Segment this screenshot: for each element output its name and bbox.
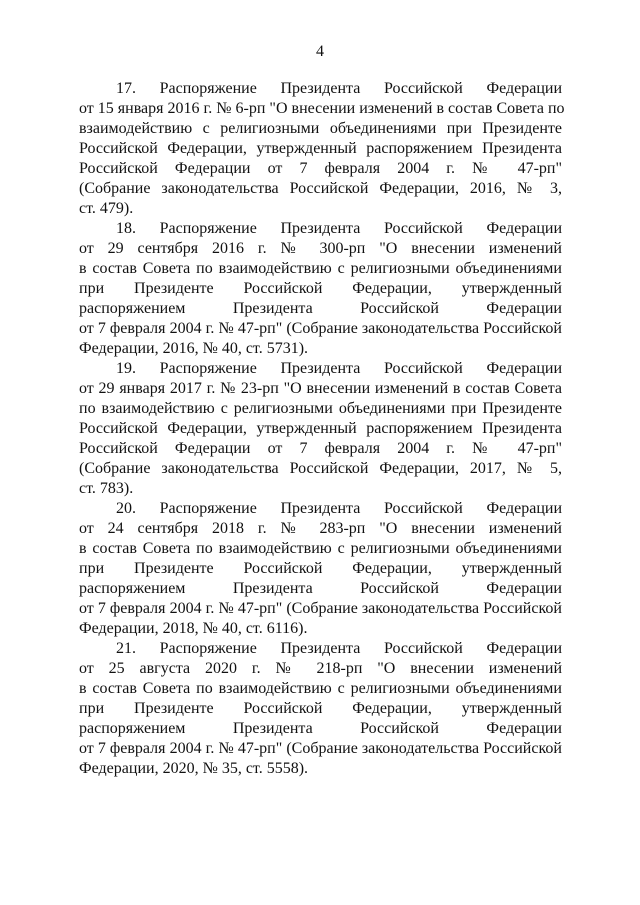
text-line: при Президенте Российской Федерации, утвержденный [79,560,562,577]
text-line: в состав Совета по взаимодействию с религиозными объединениями [79,260,562,277]
text-line: от 7 февраля 2004 г. № 47-рп" (Собрание законодательства Российской [79,320,562,337]
text-line: от 7 февраля 2004 г. № 47-рп" (Собрание законодательства Российской [79,740,562,757]
list-item-18 [79,219,562,359]
list-item-21 [79,639,562,779]
text-line: Федерации, 2020, № 35, ст. 5558). [79,760,309,777]
text-line: 18. Распоряжение Президента Российской Федерации [116,220,562,237]
text-line: от 24 сентября 2018 г. № 283-рп "О внесении изменений [79,520,562,537]
text-line: Российской Федерации, утвержденный распоряжением Президента [79,420,562,437]
text-line: 19. Распоряжение Президента Российской Федерации [116,360,562,377]
text-line: от 29 января 2017 г. № 23-рп "О внесении изменений в состав Совета [79,380,562,397]
text-line: Федерации, 2018, № 40, ст. 6116). [79,620,308,637]
text-line: от 7 февраля 2004 г. № 47-рп" (Собрание законодательства Российской [79,600,562,617]
text-line: 21. Распоряжение Президента Российской Федерации [116,640,562,657]
text-line: 20. Распоряжение Президента Российской Федерации [116,500,562,517]
text-line: Российской Федерации от 7 февраля 2004 г. № 47-рп" [79,160,562,177]
text-line: 17. Распоряжение Президента Российской Федерации [116,80,562,97]
text-line: распоряжением Президента Российской Федерации [79,580,562,597]
text-line: распоряжением Президента Российской Федерации [79,720,562,737]
list-item-17 [79,79,565,219]
text-line: от 25 августа 2020 г. № 218-рп "О внесении изменений [79,660,562,677]
text-line: Российской Федерации, утвержденный распоряжением Президента [79,140,562,157]
text-line: распоряжением Президента Российской Федерации [79,300,562,317]
list-item-19 [79,359,562,499]
text-line: Российской Федерации от 7 февраля 2004 г. № 47-рп" [79,440,562,457]
document-body [79,79,565,779]
text-line: при Президенте Российской Федерации, утвержденный [79,700,562,717]
text-line: ст. 783). [79,480,134,497]
list-item-20 [79,499,562,639]
text-line: взаимодействию с религиозными объединениями при Президенте [79,120,562,137]
text-line: при Президенте Российской Федерации, утвержденный [79,280,562,297]
text-line: (Собрание законодательства Российской Федерации, 2017, № 5, [79,460,562,477]
text-line: в состав Совета по взаимодействию с религиозными объединениями [79,540,562,557]
text-line: в состав Совета по взаимодействию с религиозными объединениями [79,680,562,697]
text-line: по взаимодействию с религиозными объединениями при Президенте [79,400,562,417]
page-number: 4 [316,43,324,60]
text-line: ст. 479). [79,200,134,217]
text-line: от 15 января 2016 г. № 6-рп "О внесении изменений в состав Совета по [79,100,565,117]
text-line: от 29 сентября 2016 г. № 300-рп "О внесении изменений [79,240,562,257]
text-line: Федерации, 2016, № 40, ст. 5731). [79,340,309,357]
text-line: (Собрание законодательства Российской Федерации, 2016, № 3, [79,180,562,197]
